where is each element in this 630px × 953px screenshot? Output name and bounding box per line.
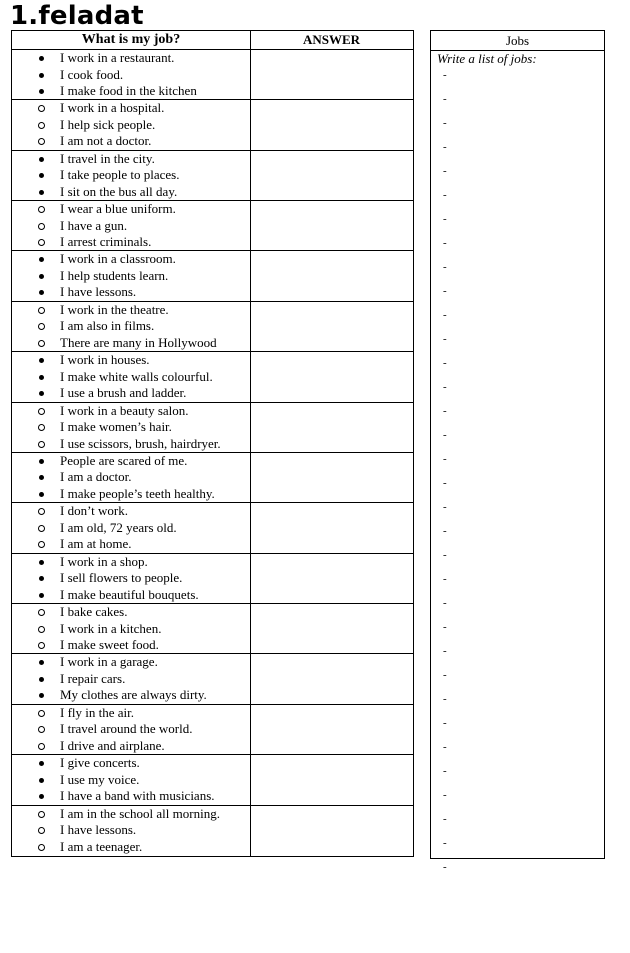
job-blank[interactable]: -	[443, 381, 447, 393]
answer-cell[interactable]	[251, 352, 413, 401]
job-blank[interactable]: -	[443, 549, 447, 561]
job-blank[interactable]: -	[443, 333, 447, 345]
clue-text: I make food in the kitchen	[60, 83, 197, 98]
clue-text: I use scissors, brush, hairdryer.	[60, 435, 221, 451]
jobs-prompt: Write a list of jobs:	[437, 51, 537, 66]
clue-text: I sit on the bus all day.	[60, 183, 178, 199]
page-title: 1.feladat	[10, 1, 144, 31]
clue-text: I use my voice.	[60, 771, 140, 787]
bullet-circle-icon	[37, 721, 47, 738]
clue-text: I have lessons.	[60, 822, 137, 838]
job-blank[interactable]: -	[443, 309, 447, 321]
bullet-disc-icon	[37, 83, 47, 100]
job-blank[interactable]: -	[443, 261, 447, 273]
answer-cell[interactable]	[251, 503, 413, 552]
clue-text: I don’t work.	[60, 503, 129, 519]
clue-text: I make women’s hair.	[60, 419, 172, 435]
answer-cell[interactable]	[251, 806, 413, 856]
job-blank[interactable]: -	[443, 405, 447, 417]
bullet-circle-icon	[37, 637, 47, 654]
clue-text: I work in a garage.	[60, 654, 158, 670]
bullet-disc-icon	[37, 369, 47, 386]
answer-cell[interactable]	[251, 604, 413, 653]
clue-text: I work in a restaurant.	[60, 50, 175, 65]
clue-group	[12, 352, 413, 402]
bullet-disc-icon	[37, 251, 47, 268]
clue-text: I travel around the world.	[60, 721, 193, 737]
clue-text: I make people’s teeth healthy.	[60, 485, 215, 501]
answer-cell[interactable]	[251, 50, 413, 99]
clue-text: I drive and airplane.	[60, 737, 165, 753]
job-blank[interactable]: -	[443, 477, 447, 489]
job-blank[interactable]: -	[443, 645, 447, 657]
bullet-disc-icon	[37, 385, 47, 402]
job-blank[interactable]: -	[443, 69, 447, 81]
clue-group	[12, 453, 413, 503]
answer-cell[interactable]	[251, 151, 413, 200]
bullet-disc-icon	[37, 587, 47, 604]
job-blank[interactable]: -	[443, 501, 447, 513]
bullet-circle-icon	[37, 201, 47, 218]
clue-group	[12, 503, 413, 553]
clue-text: My clothes are always dirty.	[60, 687, 207, 703]
bullet-circle-icon	[37, 218, 47, 235]
clue-group	[12, 302, 413, 352]
bullet-circle-icon	[37, 100, 47, 117]
bullet-disc-icon	[37, 151, 47, 168]
clue-group	[12, 705, 413, 755]
job-blank[interactable]: -	[443, 621, 447, 633]
job-blank[interactable]: -	[443, 213, 447, 225]
answer-cell[interactable]	[251, 251, 413, 300]
job-blank[interactable]: -	[443, 429, 447, 441]
job-blank[interactable]: -	[443, 765, 447, 777]
clue-group	[12, 654, 413, 704]
clue-text: I work in a beauty salon.	[60, 402, 189, 418]
clue-text: I work in a hospital.	[60, 100, 165, 116]
job-blank[interactable]: -	[443, 861, 447, 873]
answer-cell[interactable]	[251, 100, 413, 149]
job-blank[interactable]: -	[443, 573, 447, 585]
answer-cell[interactable]	[251, 755, 413, 804]
clue-text: I work in a shop.	[60, 553, 148, 569]
job-blank[interactable]: -	[443, 837, 447, 849]
bullet-disc-icon	[37, 788, 47, 805]
job-blank[interactable]: -	[443, 285, 447, 297]
job-blank[interactable]: -	[443, 189, 447, 201]
job-blank[interactable]: -	[443, 357, 447, 369]
clue-group	[12, 604, 413, 654]
clue-group	[12, 554, 413, 604]
bullet-disc-icon	[37, 570, 47, 587]
bullet-disc-icon	[37, 50, 47, 67]
clue-text: I work in a classroom.	[60, 251, 176, 267]
bullet-circle-icon	[37, 738, 47, 755]
job-blank[interactable]: -	[443, 141, 447, 153]
bullet-circle-icon	[37, 705, 47, 722]
column-header-answer: ANSWER	[302, 32, 361, 47]
bullet-circle-icon	[37, 806, 47, 823]
bullet-disc-icon	[37, 772, 47, 789]
clue-text: People are scared of me.	[60, 452, 188, 468]
clue-text: I make beautiful bouquets.	[60, 586, 199, 602]
bullet-circle-icon	[37, 436, 47, 453]
clue-text: I make white walls colourful.	[60, 368, 213, 384]
clue-group	[12, 806, 413, 856]
clue-text: I help sick people.	[60, 116, 156, 132]
bullet-circle-icon	[37, 536, 47, 553]
clue-text: I am in the school all morning.	[60, 805, 220, 821]
clue-group	[12, 201, 413, 251]
bullet-circle-icon	[37, 520, 47, 537]
clue-group	[12, 403, 413, 453]
clue-text: I fly in the air.	[60, 704, 135, 720]
clue-text: I work in the theatre.	[60, 301, 169, 317]
clue-text: I have a band with musicians.	[60, 788, 215, 804]
job-blank[interactable]: -	[443, 93, 447, 105]
bullet-circle-icon	[37, 419, 47, 436]
bullet-disc-icon	[37, 654, 47, 671]
jobs-header: Jobs	[431, 31, 604, 51]
clue-text: I take people to places.	[60, 167, 180, 183]
bullet-circle-icon	[37, 117, 47, 134]
bullet-circle-icon	[37, 234, 47, 251]
job-quiz-table	[11, 30, 414, 857]
job-blank[interactable]: -	[443, 741, 447, 753]
answer-cell[interactable]	[251, 403, 413, 452]
bullet-disc-icon	[37, 671, 47, 688]
bullet-circle-icon	[37, 318, 47, 335]
job-blank[interactable]: -	[443, 693, 447, 705]
job-blank[interactable]: -	[443, 597, 447, 609]
jobs-box	[430, 30, 605, 873]
bullet-disc-icon	[37, 755, 47, 772]
clue-group	[12, 100, 413, 150]
clue-group	[12, 151, 413, 201]
clue-text: I use a brush and ladder.	[60, 385, 187, 401]
job-blank[interactable]: -	[443, 237, 447, 249]
bullet-disc-icon	[37, 284, 47, 301]
clue-text: I am a teenager.	[60, 838, 143, 854]
clue-group	[12, 251, 413, 301]
clue-group	[12, 755, 413, 805]
bullet-disc-icon	[37, 554, 47, 571]
bullet-disc-icon	[37, 352, 47, 369]
bullet-disc-icon	[37, 67, 47, 84]
clue-text: I am a doctor.	[60, 469, 132, 485]
clue-text: There are many in Hollywood	[60, 334, 217, 350]
job-blank[interactable]: -	[443, 165, 447, 177]
clue-text: I work in a kitchen.	[60, 620, 162, 636]
bullet-circle-icon	[37, 403, 47, 420]
clue-text: I work in houses.	[60, 352, 150, 368]
answer-cell[interactable]	[251, 201, 413, 250]
bullet-circle-icon	[37, 503, 47, 520]
clue-text: I travel in the city.	[60, 150, 155, 166]
answer-cell[interactable]	[251, 554, 413, 603]
bullet-disc-icon	[37, 268, 47, 285]
clue-text: I help students learn.	[60, 267, 169, 283]
bullet-circle-icon	[37, 335, 47, 352]
bullet-circle-icon	[37, 621, 47, 638]
job-blank[interactable]: -	[443, 117, 447, 129]
clue-text: I have lessons.	[60, 284, 137, 300]
clue-text: I am not a doctor.	[60, 133, 152, 149]
job-blank[interactable]: -	[443, 453, 447, 465]
clue-text: I bake cakes.	[60, 604, 128, 620]
job-blank[interactable]: -	[443, 813, 447, 825]
answer-cell[interactable]	[251, 302, 413, 351]
bullet-disc-icon	[37, 184, 47, 201]
clue-text: I cook food.	[60, 66, 124, 82]
column-header-question: What is my job?	[81, 32, 181, 47]
answer-cell[interactable]	[251, 453, 413, 502]
clue-text: I give concerts.	[60, 755, 140, 771]
job-blank[interactable]: -	[443, 525, 447, 537]
clue-group	[12, 50, 413, 100]
bullet-circle-icon	[37, 839, 47, 856]
job-blank[interactable]: -	[443, 669, 447, 681]
bullet-disc-icon	[37, 453, 47, 470]
bullet-disc-icon	[37, 687, 47, 704]
clue-text: I arrest criminals.	[60, 234, 152, 250]
clue-text: I have a gun.	[60, 217, 128, 233]
answer-cell[interactable]	[251, 705, 413, 754]
bullet-circle-icon	[37, 133, 47, 150]
clue-text: I am old, 72 years old.	[60, 519, 177, 535]
clue-text: I repair cars.	[60, 670, 126, 686]
clue-text: I sell flowers to people.	[60, 570, 183, 586]
table-header	[12, 31, 413, 50]
clue-text: I make sweet food.	[60, 637, 159, 653]
job-blank[interactable]: -	[443, 717, 447, 729]
job-blank[interactable]: -	[443, 789, 447, 801]
bullet-circle-icon	[37, 604, 47, 621]
bullet-circle-icon	[37, 302, 47, 319]
clue-text: I wear a blue uniform.	[60, 201, 176, 217]
bullet-disc-icon	[37, 167, 47, 184]
bullet-disc-icon	[37, 486, 47, 503]
bullet-disc-icon	[37, 469, 47, 486]
clue-text: I am also in films.	[60, 318, 155, 334]
answer-cell[interactable]	[251, 654, 413, 703]
clue-text: I am at home.	[60, 536, 132, 552]
bullet-circle-icon	[37, 822, 47, 839]
